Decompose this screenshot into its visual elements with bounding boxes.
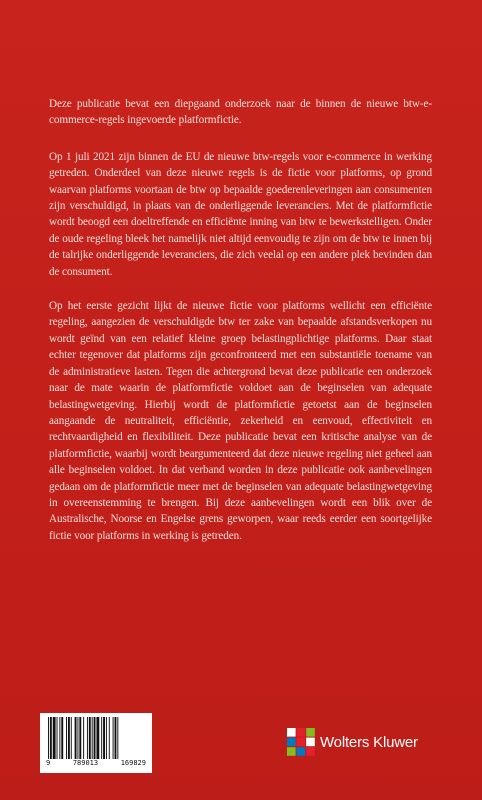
barcode-digit-group: 169829 [120, 759, 146, 767]
logo-square [297, 728, 306, 737]
logo-square [287, 747, 296, 756]
barcode-digits [40, 759, 152, 771]
analysis-paragraph: Op het eerste gezicht lijkt de nieuwe fictie voor platforms wellicht een efficiënte regeling, aangezien de verschuldigde btw ter zake van bepaalde afstandsverkopen nu wordt geïnd van een relatief kleine groep belastingplichtige platforms. Daar staat echter tegenover dat platforms zijn geconfronteerd met een substantiële toename van de administratieve lasten. Tegen die achtergrond bevat deze publicatie een onderzoek naar de mate waarin de platformfictie voldoet aan de beginselen van adequate belastingwetgeving. Hierbij wordt de platformfictie getoetst aan de beginselen aangaande de neutraliteit, efficiëntie, zekerheid en eenvoud, effectiviteit en rechtvaardigheid en flexibiliteit. Deze publicatie bevat een kritische analyse van de platformfictie, waarbij wordt beargumenteerd dat deze nieuwe regeling niet geheel aan alle beginselen voldoet. In dat verband worden in deze publicatie ook aanbevelingen gedaan om de platformfictie meer met de beginselen van adequate belastingwetgeving in overeenstemming te brengen. Bij deze aanbevelingen wordt een blik over de Australische, Noorse en Engelse grens geworpen, waar reeds eerder een soortgelijke fictie voor platforms in werking is getreden. [49, 300, 432, 542]
isbn-barcode [40, 713, 152, 773]
barcode-bar [59, 717, 60, 759]
logo-square [306, 728, 315, 737]
barcode-bar [50, 717, 52, 759]
barcode-bar [79, 717, 81, 759]
barcode-bar [61, 717, 63, 759]
barcode-bar [75, 717, 77, 759]
intro-paragraph: Deze publicatie bevat een diepgaand onderzoek naar de binnen de nieuwe btw-e-commerce-regels ingevoerde platformfictie. [49, 98, 432, 127]
barcode-bar [106, 717, 107, 759]
barcode-bar [77, 717, 78, 759]
barcode-bar [57, 717, 58, 759]
barcode-bar [83, 717, 84, 759]
barcode-bar [48, 717, 49, 759]
logo-square [297, 738, 306, 747]
logo-square [287, 728, 296, 737]
barcode-bar [101, 717, 102, 759]
publisher-name: Wolters Kluwer [320, 733, 418, 751]
barcode-bar [53, 717, 56, 759]
barcode-bar [89, 717, 91, 759]
barcode-bar [109, 717, 110, 759]
logo-square [297, 747, 306, 756]
barcode-bar [113, 717, 114, 759]
cover-description [49, 96, 432, 564]
logo-square [306, 747, 315, 756]
logo-square [306, 738, 315, 747]
barcode-bar [115, 717, 117, 759]
barcode-bar [117, 717, 118, 759]
wolters-kluwer-logo-icon [286, 727, 316, 757]
publisher-logo [286, 722, 456, 762]
logo-square [287, 738, 296, 747]
barcode-digit-group: 9 [46, 759, 51, 767]
barcode-bar [96, 717, 99, 759]
barcode-bar [92, 717, 93, 759]
barcode-digit-group: 789013 [72, 759, 99, 767]
background-paragraph: Op 1 juli 2021 zijn binnen de EU de nieuwe btw-regels voor e-commerce in werking getreden. Onderdeel van deze nieuwe regels is de fictie voor platforms, op grond waarvan platforms voortaan de btw op bepaalde goederenleveringen aan consumenten zijn verschuldigd, in plaats van de onderliggende leveranciers. Met de platformfictie wordt beoogd een doeltreffende en efficiënte inning van btw te bewerkstelligen. Onder de oude regeling bleek het namelijk niet altijd eenvoudig te zijn om de btw te innen bij de talrijke onderliggende leveranciers, die zich veelal op een andere plek bevinden dan de consument. [49, 150, 432, 278]
barcode-bar [68, 717, 70, 759]
barcode-bar [87, 717, 88, 759]
barcode-bar [66, 717, 67, 759]
barcode-bars [48, 717, 144, 759]
barcode-bar [94, 717, 96, 759]
barcode-bar [71, 717, 72, 759]
barcode-bar [103, 717, 105, 759]
